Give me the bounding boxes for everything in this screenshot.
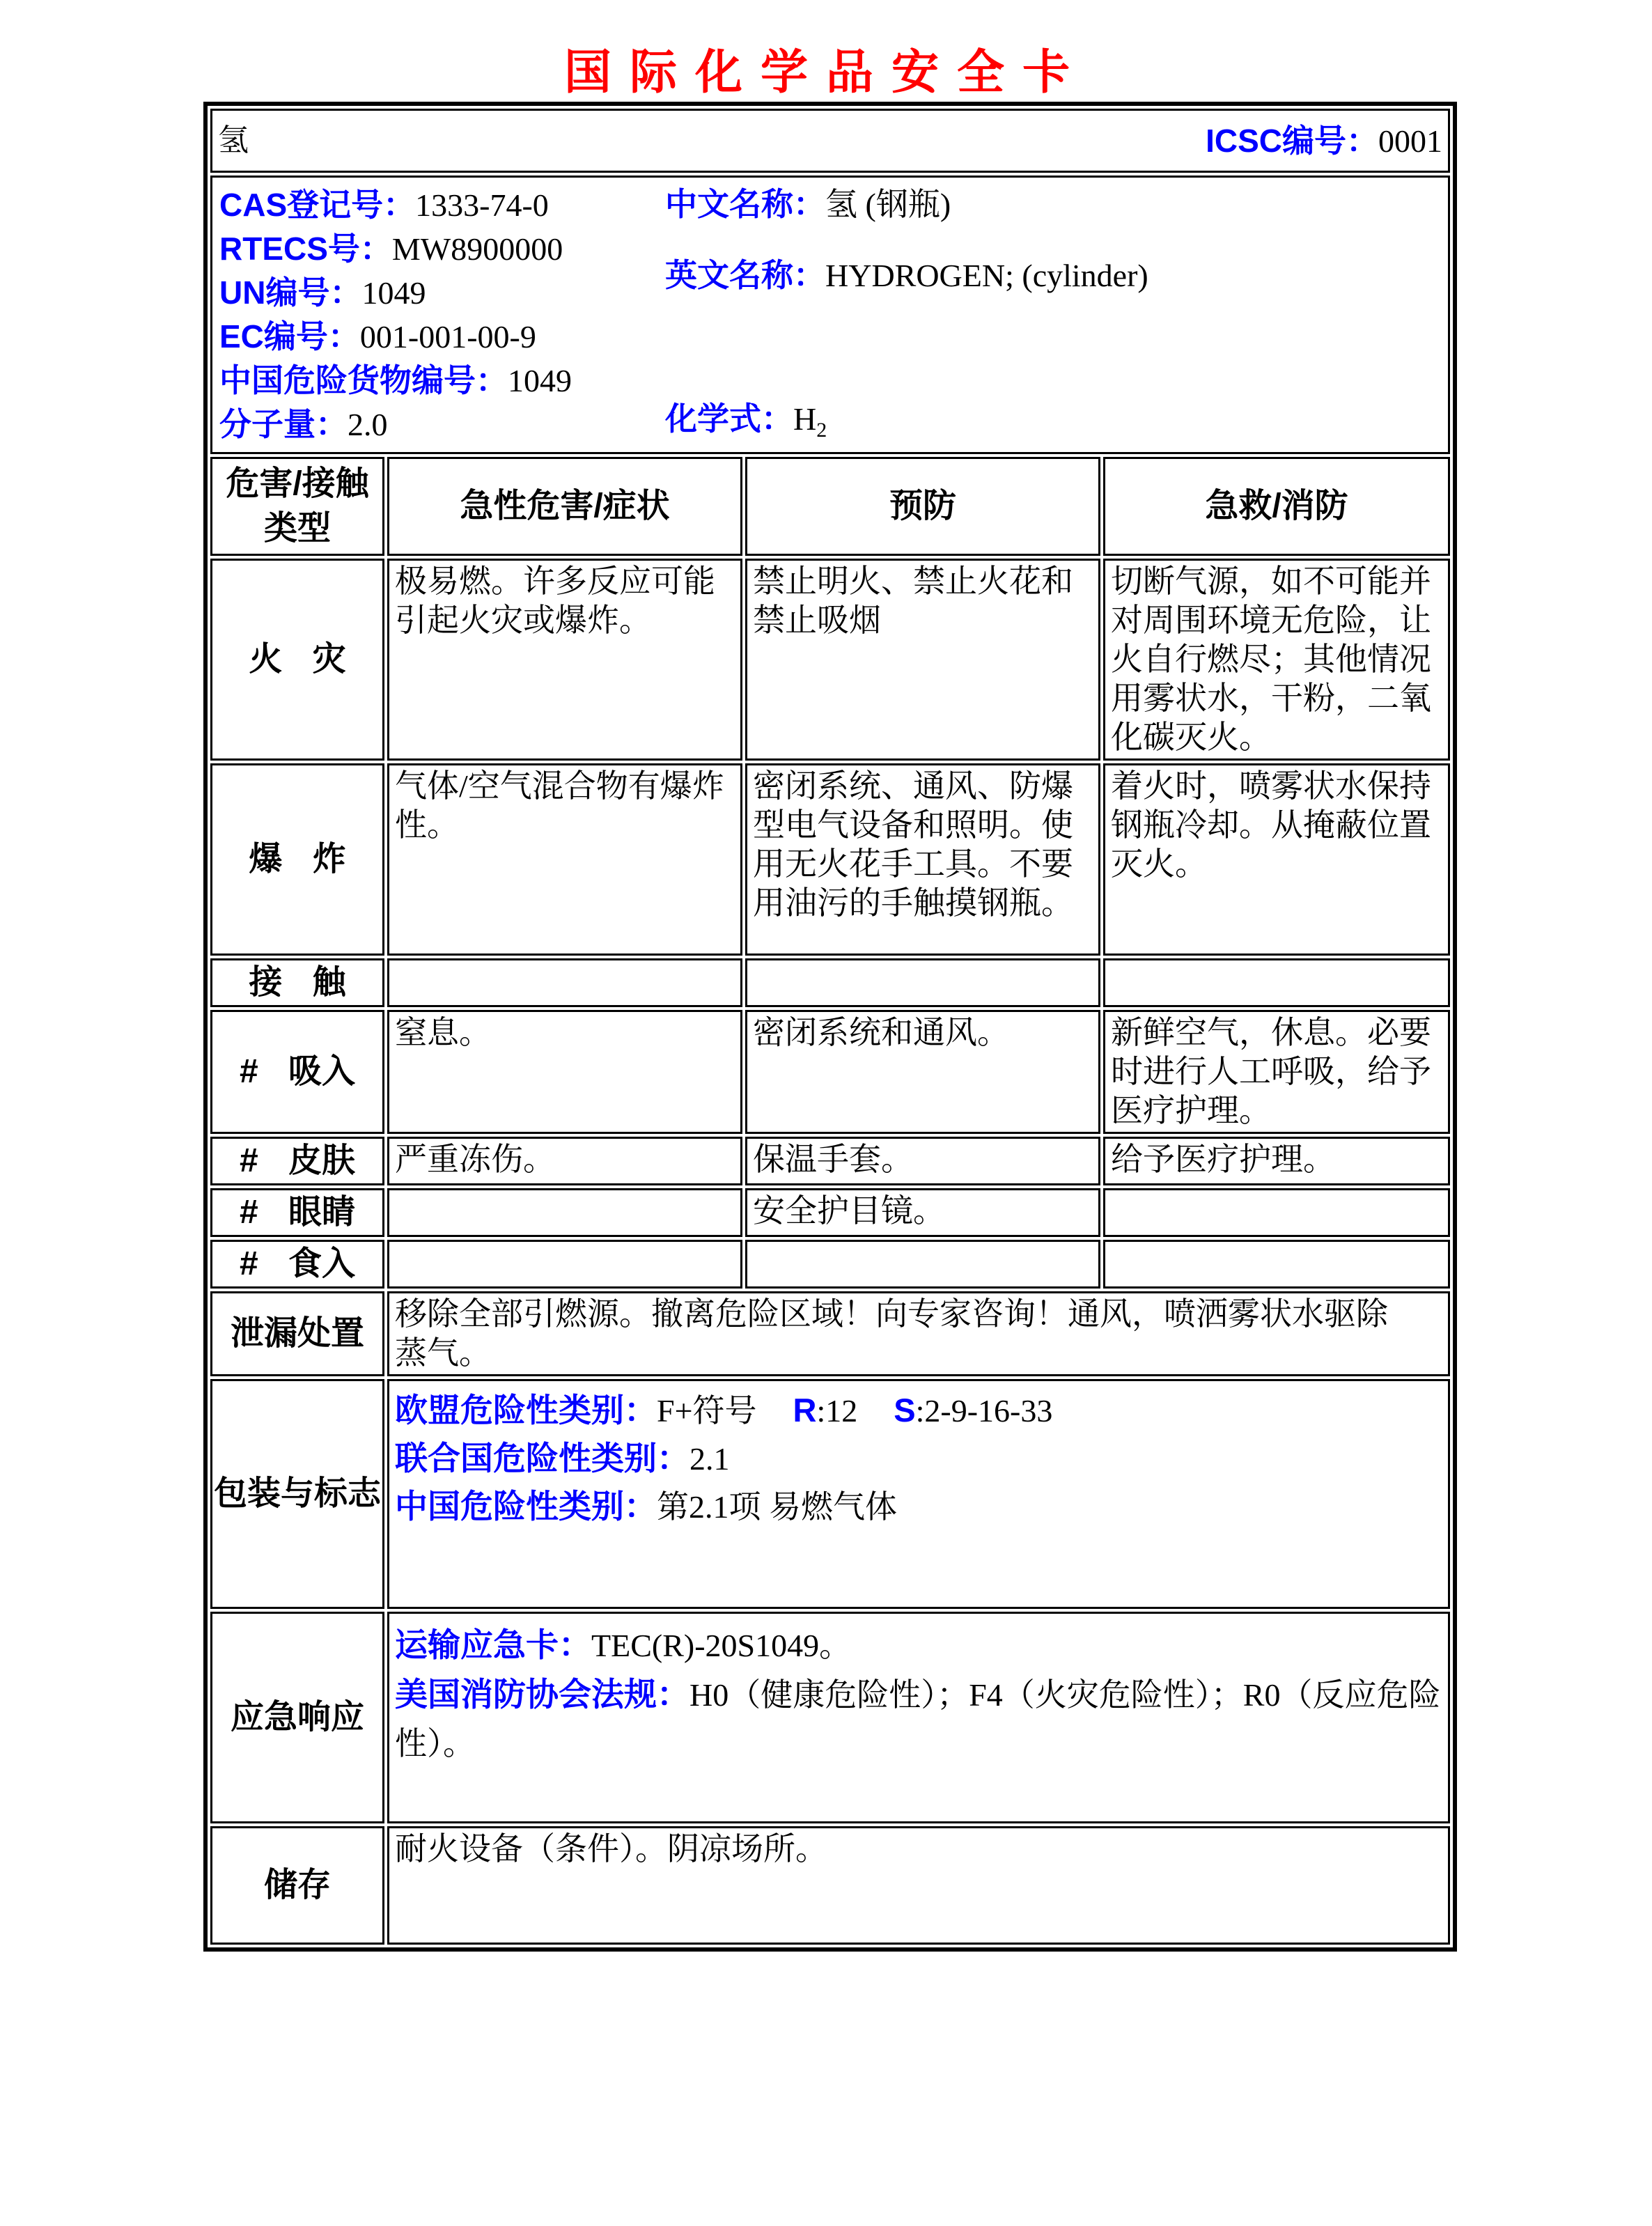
china-dg-number-value: 1049 <box>508 363 572 398</box>
substance-name: 氢 <box>218 123 249 157</box>
contact-symptoms-cell <box>387 958 742 1007</box>
english-name-label: 英文名称： <box>665 257 825 293</box>
packaging-cell <box>387 1379 1450 1609</box>
emergency-cell <box>387 1612 1450 1823</box>
eyes-symptoms-cell <box>387 1188 742 1237</box>
mol-weight-value: 2.0 <box>348 407 388 442</box>
identifiers-cell <box>210 176 1450 454</box>
header-hazard-type <box>210 457 384 556</box>
row-spill-label: 泄漏处置 <box>210 1291 384 1376</box>
fire-symptoms-cell: 极易燃。许多反应可能引起火灾或爆炸。 <box>387 559 742 761</box>
un-hazard-class-label: 联合国危险性类别： <box>395 1440 689 1477</box>
row-eyes-label: # 眼睛 <box>210 1188 384 1237</box>
substance-header-cell <box>210 109 1450 173</box>
inhalation-first-aid-cell: 新鲜空气，休息。必要时进行人工呼吸，给予医疗护理。 <box>1103 1010 1450 1134</box>
nfpa-code-value: H0（健康危险性）；F4（火灾危险性）；R0（反应危险性）。 <box>395 1677 1441 1761</box>
row-skin-label: # 皮肤 <box>210 1137 384 1185</box>
eyes-prevention-cell: 安全护目镜。 <box>745 1188 1100 1237</box>
fire-first-aid-cell: 切断气源，如不可能并对周围环境无危险，让火自行燃尽；其他情况用雾状水，干粉，二氧化碳灭火。 <box>1103 559 1450 761</box>
row-packaging-label: 包装与标志 <box>210 1379 384 1609</box>
row-storage-label: 储存 <box>210 1826 384 1945</box>
icsc-number-value: 0001 <box>1378 123 1443 159</box>
english-name-value: HYDROGEN; (cylinder) <box>825 258 1148 293</box>
row-explosion-label: 爆 炸 <box>210 763 384 956</box>
header-prevention: 预防 <box>745 457 1100 556</box>
rtecs-number-label: RTECS号： <box>219 231 392 267</box>
eu-hazard-class-value: F+符号 <box>657 1393 757 1429</box>
china-dg-number-label: 中国危险货物编号： <box>219 362 508 398</box>
ingestion-first-aid-cell <box>1103 1240 1450 1289</box>
row-fire-label: 火 灾 <box>210 559 384 761</box>
icsc-number-label: ICSC编号： <box>1206 122 1379 159</box>
explosion-first-aid-cell: 着火时，喷雾状水保持钢瓶冷却。从掩蔽位置灭火。 <box>1103 763 1450 956</box>
storage-text-cell: 耐火设备（条件）。阴凉场所。 <box>387 1826 1450 1945</box>
contact-first-aid-cell <box>1103 958 1450 1007</box>
formula-label: 化学式： <box>665 400 793 437</box>
r-phrase-label: R <box>793 1392 817 1429</box>
un-hazard-class-line <box>395 1435 1442 1483</box>
spill-text-cell: 移除全部引燃源。撤离危险区域！向专家咨询！通风，喷洒雾状水驱除蒸气。 <box>387 1291 1450 1376</box>
rtecs-number-value: MW8900000 <box>391 231 563 267</box>
ec-number-label: EC编号： <box>219 318 360 355</box>
row-contact-label: 接 触 <box>210 958 384 1007</box>
china-hazard-class-label: 中国危险性类别： <box>395 1488 657 1525</box>
chinese-name-label: 中文名称： <box>665 186 825 222</box>
formula-value <box>793 401 827 442</box>
header-hazard-type-line1: 危害/接触 <box>226 465 369 502</box>
transport-emergency-card-label: 运输应急卡： <box>395 1626 591 1663</box>
cas-number-value: 1333-74-0 <box>415 187 549 223</box>
ingestion-prevention-cell <box>745 1240 1100 1289</box>
cas-number-label: CAS登记号： <box>219 187 416 223</box>
row-inhalation-label: # 吸入 <box>210 1010 384 1134</box>
explosion-symptoms-cell: 气体/空气混合物有爆炸性。 <box>387 763 742 956</box>
icsc-number <box>1206 121 1442 161</box>
eu-hazard-class-label: 欧盟危险性类别： <box>395 1392 657 1429</box>
nfpa-code-label: 美国消防协会法规： <box>395 1676 689 1713</box>
ingestion-symptoms-cell <box>387 1240 742 1289</box>
china-hazard-class-line <box>395 1483 1442 1531</box>
icsc-card-table <box>203 102 1457 1952</box>
ec-number-value: 001-001-00-9 <box>359 319 536 355</box>
eyes-first-aid-cell <box>1103 1188 1450 1237</box>
mol-weight-label: 分子量： <box>219 406 348 442</box>
header-first-aid: 急救/消防 <box>1103 457 1450 556</box>
s-phrase-value: :2-9-16-33 <box>915 1393 1053 1429</box>
row-emergency-label: 应急响应 <box>210 1612 384 1823</box>
inhalation-symptoms-cell: 窒息。 <box>387 1010 742 1134</box>
s-phrase-label: S <box>894 1392 916 1429</box>
explosion-prevention-cell: 密闭系统、通风、防爆型电气设备和照明。使用无火花手工具。不要用油污的手触摸钢瓶。 <box>745 763 1100 956</box>
un-hazard-class-value: 2.1 <box>689 1441 730 1477</box>
substance-header-bar <box>218 112 1442 169</box>
eu-hazard-class-line <box>395 1387 1442 1435</box>
skin-prevention-cell: 保温手套。 <box>745 1137 1100 1185</box>
transport-emergency-card-line <box>395 1621 1442 1670</box>
formula-subscript: 2 <box>816 419 827 442</box>
header-hazard-type-line2: 类型 <box>263 510 331 547</box>
nfpa-code-line <box>395 1670 1442 1768</box>
formula-base: H <box>793 401 817 437</box>
page-title: 国际化学品安全卡 <box>563 46 1088 99</box>
formula-line <box>665 399 827 450</box>
inhalation-prevention-cell: 密闭系统和通风。 <box>745 1010 1100 1134</box>
skin-first-aid-cell: 给予医疗护理。 <box>1103 1137 1450 1185</box>
fire-prevention-cell: 禁止明火、禁止火花和禁止吸烟 <box>745 559 1100 761</box>
chinese-name-value: 氢 (钢瓶) <box>825 187 951 222</box>
row-ingestion-label: # 食入 <box>210 1240 384 1289</box>
contact-prevention-cell <box>745 958 1100 1007</box>
mol-weight-line <box>219 403 1442 446</box>
china-dg-number-line <box>219 359 1442 403</box>
transport-emergency-card-value: TEC(R)-20S1049。 <box>591 1628 852 1663</box>
r-phrase-value: :12 <box>816 1393 858 1429</box>
header-symptoms: 急性危害/症状 <box>387 457 742 556</box>
chinese-name-line <box>665 185 951 224</box>
un-number-value: 1049 <box>361 275 426 311</box>
english-name-line <box>665 256 1148 295</box>
ec-number-line <box>219 315 1442 359</box>
china-hazard-class-value: 第2.1项 易燃气体 <box>657 1489 897 1525</box>
un-number-label: UN编号： <box>219 274 362 311</box>
skin-symptoms-cell: 严重冻伤。 <box>387 1137 742 1185</box>
